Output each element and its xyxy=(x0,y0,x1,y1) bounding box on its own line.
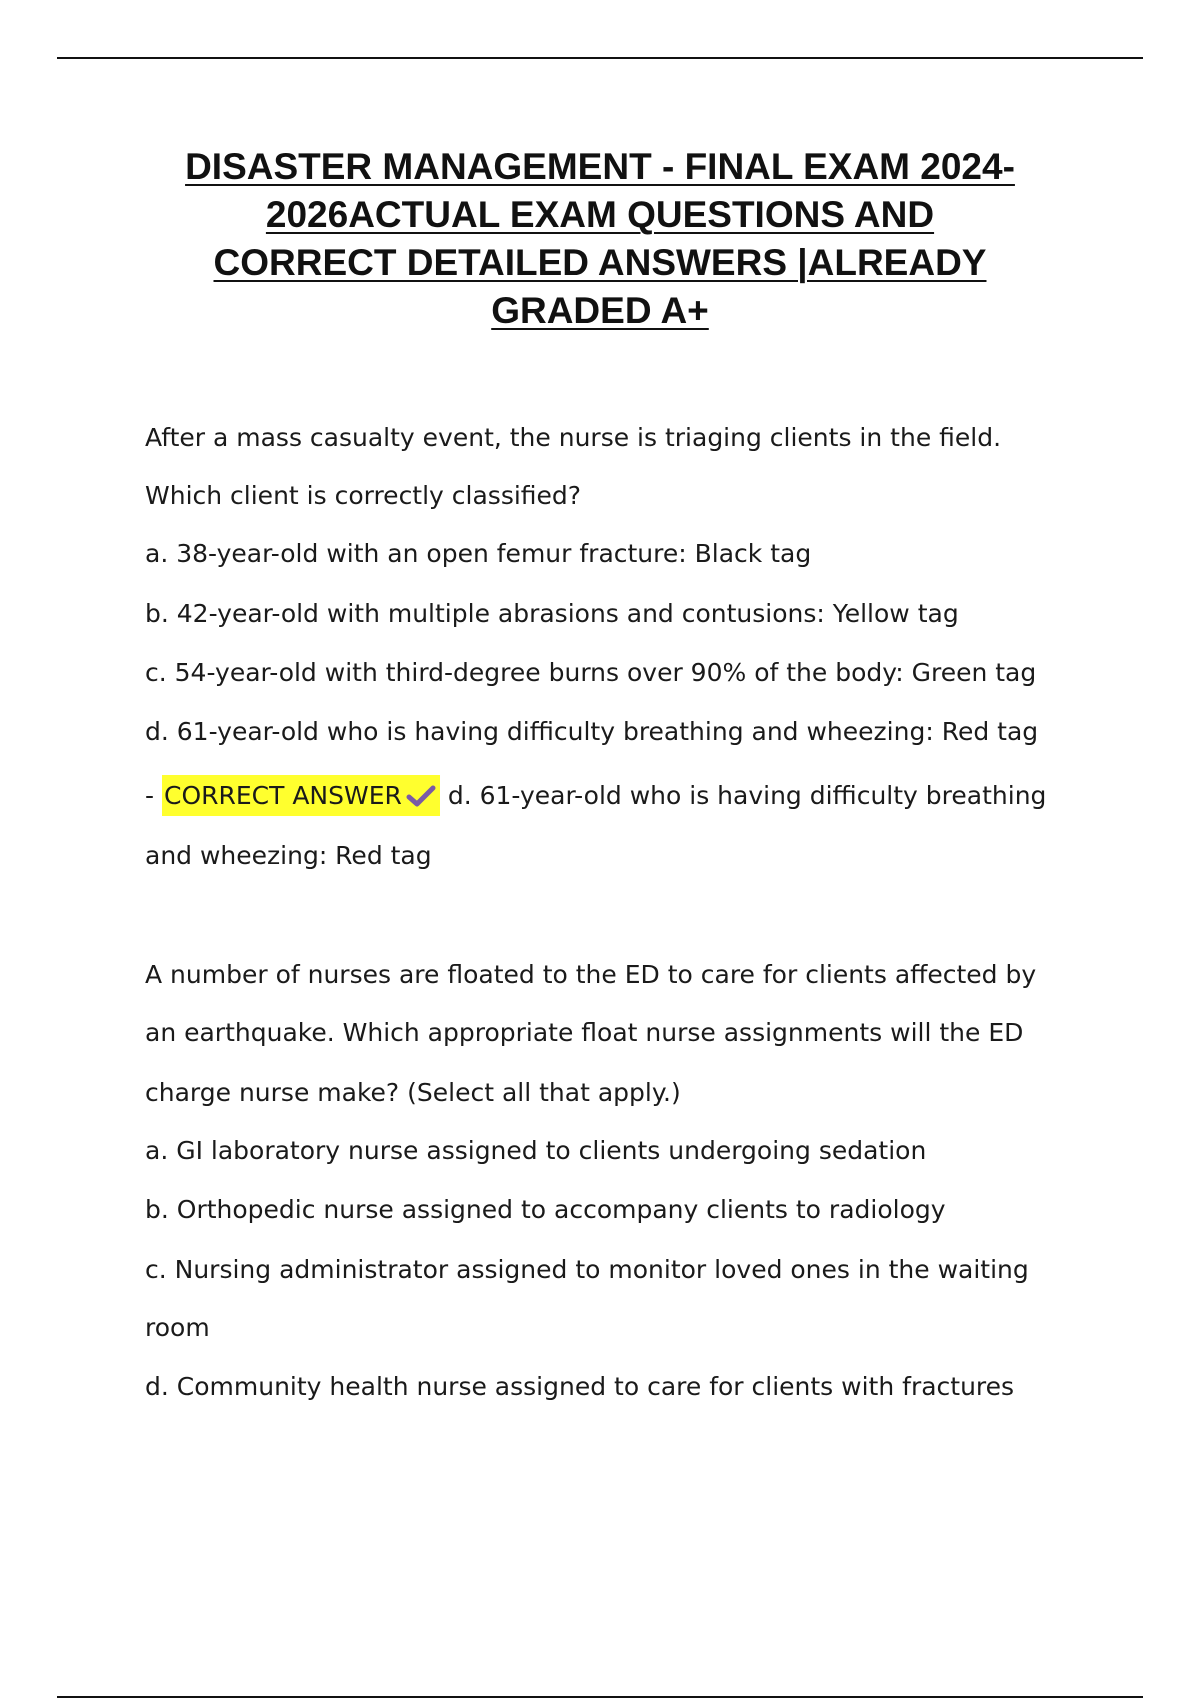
question-2-stem-line: charge nurse make? (Select all that apply.) xyxy=(145,1078,681,1107)
question-1-option-d: d. 61-year-old who is having difficulty breathing and wheezing: Red tag xyxy=(145,717,1039,746)
question-2-option-d: d. Community health nurse assigned to care for clients with fractures xyxy=(145,1372,1015,1401)
checkmark-icon xyxy=(406,784,436,815)
answer-prefix: - xyxy=(145,781,155,810)
question-2-option-c-line-2: room xyxy=(145,1313,210,1342)
question-2-stem-line: A number of nurses are floated to the ED to care for clients affected by xyxy=(145,960,1037,989)
question-1-answer-line-2: and wheezing: Red tag xyxy=(145,841,432,870)
top-rule xyxy=(57,57,1143,59)
correct-answer-label: CORRECT ANSWER xyxy=(163,781,402,810)
title-line: GRADED A+ xyxy=(491,290,709,331)
document-title xyxy=(100,143,1100,335)
question-1-option-c: c. 54-year-old with third-degree burns over 90% of the body: Green tag xyxy=(145,658,1037,687)
correct-answer-text: d. 61-year-old who is having difficulty breathing xyxy=(447,781,1047,810)
correct-answer-highlight xyxy=(162,775,440,816)
question-2-option-b: b. Orthopedic nurse assigned to accompany clients to radiology xyxy=(145,1195,946,1224)
question-1-option-b: b. 42-year-old with multiple abrasions and contusions: Yellow tag xyxy=(145,599,959,628)
bottom-rule xyxy=(57,1696,1143,1698)
question-1-stem-line: After a mass casualty event, the nurse is triaging clients in the field. xyxy=(145,423,1002,452)
title-line: DISASTER MANAGEMENT - FINAL EXAM 2024- xyxy=(185,146,1015,187)
question-2-option-a: a. GI laboratory nurse assigned to clients undergoing sedation xyxy=(145,1136,927,1165)
question-1-stem-line: Which client is correctly classified? xyxy=(145,481,582,510)
title-line: 2026ACTUAL EXAM QUESTIONS AND xyxy=(265,194,935,235)
question-1-answer-line xyxy=(145,781,1105,815)
title-line: CORRECT DETAILED ANSWERS |ALREADY xyxy=(213,242,987,283)
question-2-option-c: c. Nursing administrator assigned to monitor loved ones in the waiting xyxy=(145,1255,1029,1284)
question-2-stem-line: an earthquake. Which appropriate float nurse assignments will the ED xyxy=(145,1018,1024,1047)
question-1-option-a: a. 38-year-old with an open femur fracture: Black tag xyxy=(145,539,812,568)
